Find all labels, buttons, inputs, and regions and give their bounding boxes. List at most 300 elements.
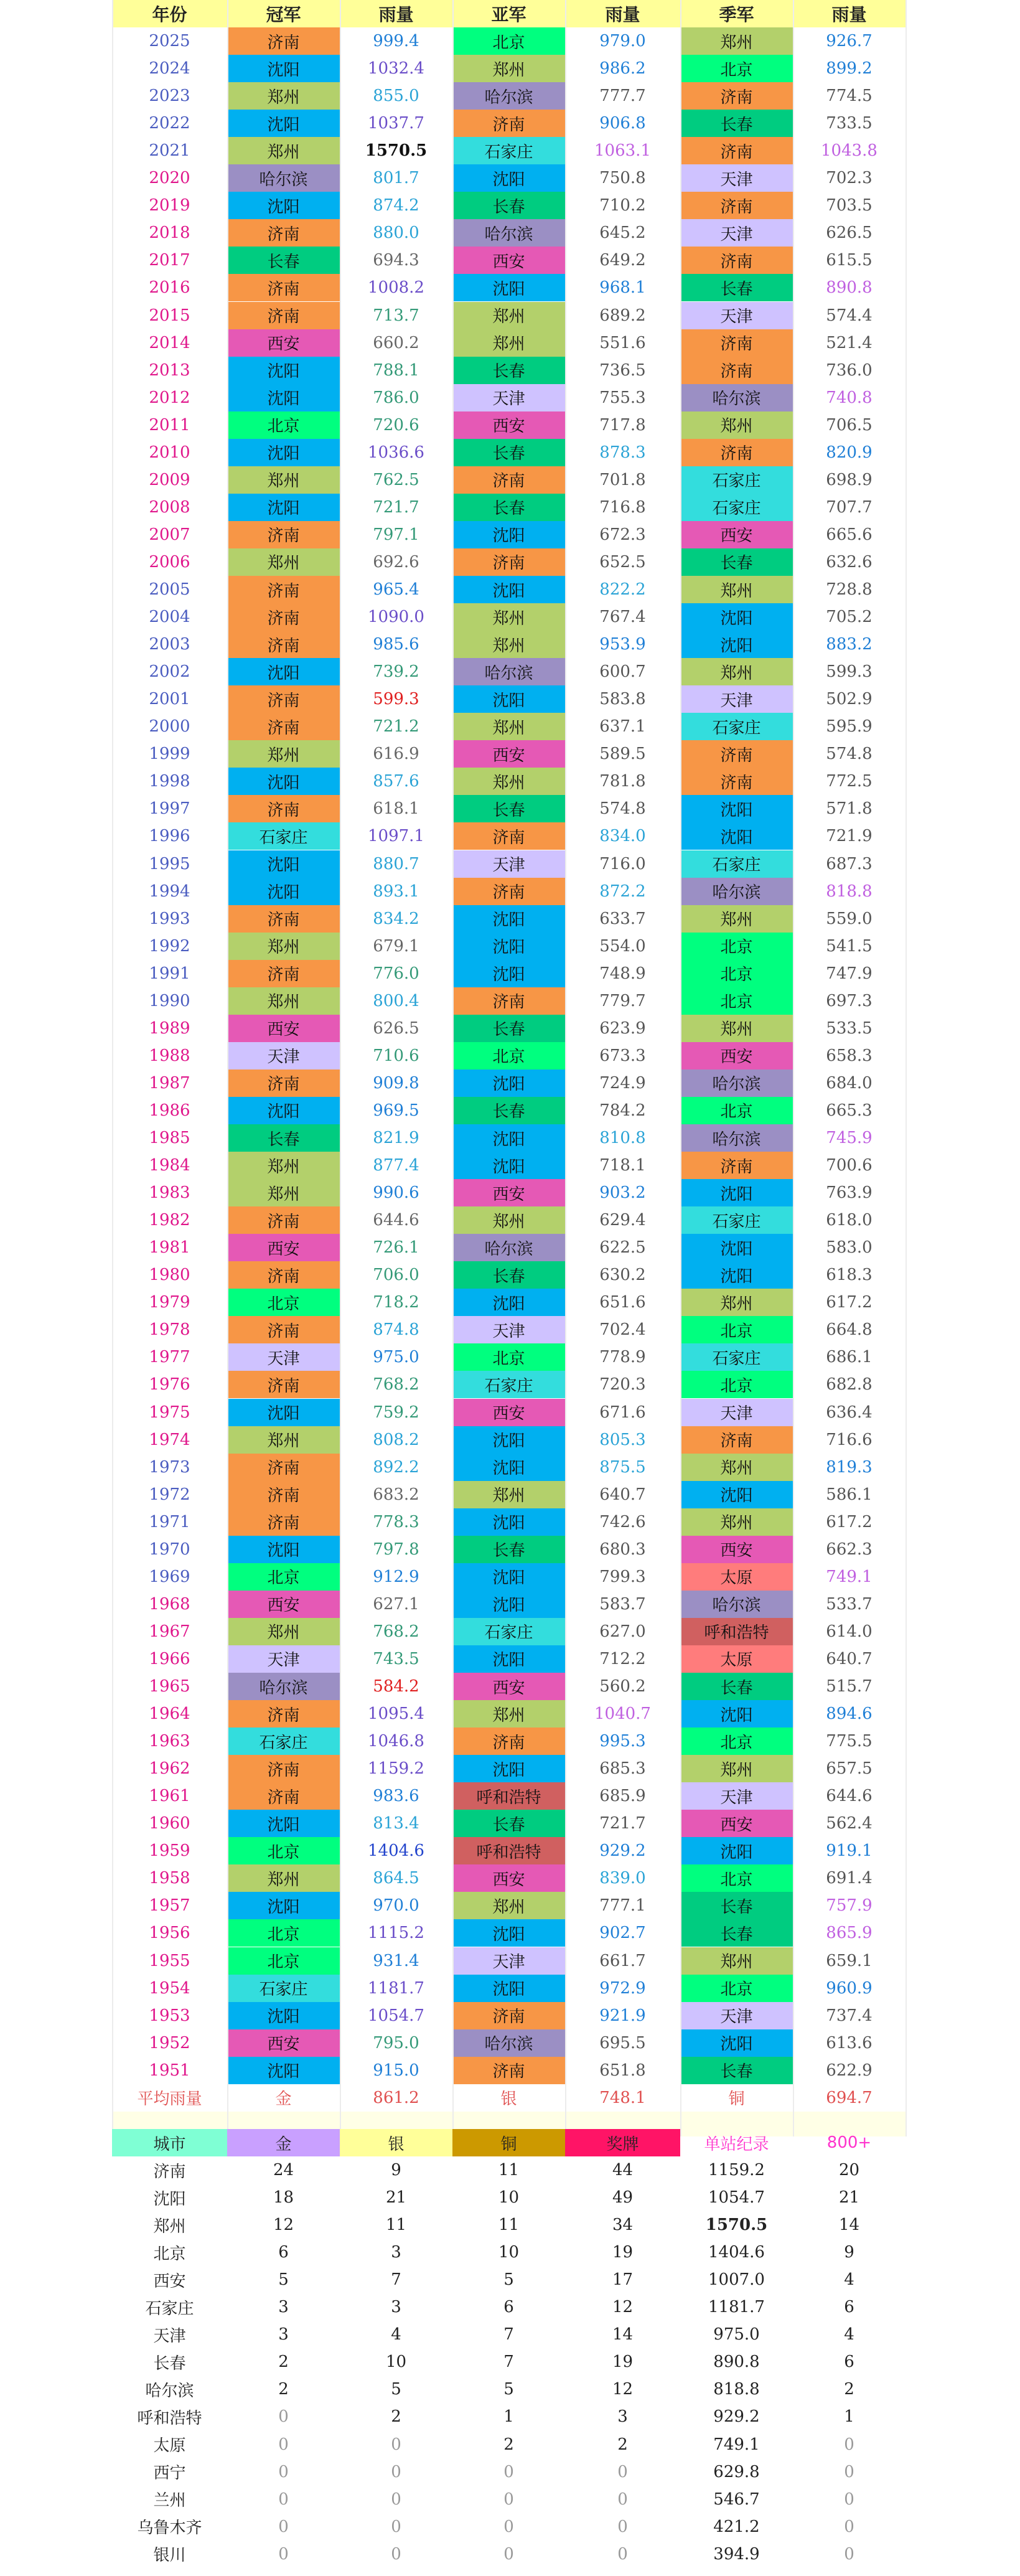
champion-city: 济南 bbox=[227, 795, 340, 822]
champion-rain: 985.6 bbox=[373, 635, 419, 654]
third-city: 长春 bbox=[680, 548, 793, 576]
runner-up-city: 西安 bbox=[452, 411, 565, 439]
runner-up-city: 郑州 bbox=[452, 329, 565, 357]
medal-row bbox=[0, 2541, 1020, 2568]
table-row bbox=[0, 1152, 1020, 1179]
third-city: 北京 bbox=[680, 960, 793, 987]
medal-record: 1181.7 bbox=[708, 2298, 765, 2317]
year-cell: 2007 bbox=[149, 525, 190, 544]
runner-up-city: 济南 bbox=[452, 2057, 565, 2084]
champion-city: 郑州 bbox=[227, 1864, 340, 1892]
medal-bronze-count: 10 bbox=[498, 2188, 520, 2207]
third-rain: 574.4 bbox=[826, 306, 873, 325]
runner-up-city: 沈阳 bbox=[452, 1124, 565, 1152]
third-rain: 705.2 bbox=[826, 608, 873, 627]
third-rain: 613.6 bbox=[826, 2033, 873, 2052]
medal-header-city: 城市 bbox=[112, 2129, 227, 2156]
runner-up-city: 北京 bbox=[452, 27, 565, 55]
champion-city: 济南 bbox=[227, 219, 340, 247]
champion-rain: 1054.7 bbox=[368, 2006, 424, 2025]
year-cell: 1972 bbox=[149, 1485, 190, 1504]
runner-up-rain: 755.3 bbox=[599, 388, 646, 407]
year-cell: 1951 bbox=[149, 2061, 190, 2080]
third-rain: 691.4 bbox=[826, 1869, 873, 1888]
year-cell: 2024 bbox=[149, 59, 190, 78]
table-row bbox=[0, 1124, 1020, 1152]
third-rain: 747.9 bbox=[826, 964, 873, 983]
champion-rain: 1159.2 bbox=[368, 1759, 424, 1779]
champion-city: 西安 bbox=[227, 1015, 340, 1042]
runner-up-city: 北京 bbox=[452, 1042, 565, 1069]
champion-rain: 618.1 bbox=[373, 799, 419, 819]
medal-row bbox=[0, 2184, 1020, 2211]
champion-rain: 801.7 bbox=[373, 169, 419, 188]
table-row bbox=[0, 1508, 1020, 1536]
runner-up-rain: 724.9 bbox=[599, 1073, 646, 1093]
runner-up-rain: 742.6 bbox=[599, 1512, 646, 1531]
champion-rain: 584.2 bbox=[373, 1677, 419, 1696]
third-city: 呼和浩特 bbox=[680, 1618, 793, 1645]
champion-city: 天津 bbox=[227, 1645, 340, 1673]
table-row bbox=[0, 960, 1020, 987]
medal-header bbox=[0, 2129, 1020, 2156]
year-cell: 1978 bbox=[149, 1320, 190, 1340]
medal-record: 818.8 bbox=[713, 2380, 760, 2399]
runner-up-city: 长春 bbox=[452, 795, 565, 822]
medal-record: 629.8 bbox=[713, 2462, 760, 2481]
champion-city: 济南 bbox=[227, 631, 340, 658]
medal-total-count: 0 bbox=[617, 2517, 628, 2536]
third-city: 天津 bbox=[680, 1399, 793, 1426]
champion-rain: 726.1 bbox=[373, 1238, 419, 1257]
runner-up-rain: 623.9 bbox=[599, 1018, 646, 1038]
runner-up-rain: 902.7 bbox=[599, 1924, 646, 1943]
table-row bbox=[0, 685, 1020, 713]
table-row bbox=[0, 1728, 1020, 1755]
third-city: 郑州 bbox=[680, 1947, 793, 1975]
champion-city: 济南 bbox=[227, 1316, 340, 1343]
table-row bbox=[0, 1810, 1020, 1837]
runner-up-city: 长春 bbox=[452, 494, 565, 521]
champion-rain: 813.4 bbox=[373, 1814, 419, 1833]
table-row bbox=[0, 878, 1020, 905]
third-city: 长春 bbox=[680, 1673, 793, 1700]
medal-record: 394.9 bbox=[713, 2544, 760, 2564]
medal-silver-count: 9 bbox=[391, 2161, 401, 2180]
third-city: 郑州 bbox=[680, 576, 793, 603]
runner-up-city: 沈阳 bbox=[452, 1645, 565, 1673]
champion-city: 沈阳 bbox=[227, 357, 340, 384]
medal-city: 济南 bbox=[153, 2162, 186, 2181]
year-cell: 1955 bbox=[149, 1951, 190, 1970]
champion-city: 西安 bbox=[227, 1234, 340, 1261]
third-city: 长春 bbox=[680, 1919, 793, 1947]
medal-silver-count: 0 bbox=[391, 2544, 401, 2564]
medal-header-record: 单站纪录 bbox=[704, 2135, 769, 2154]
third-rain: 919.1 bbox=[826, 1841, 873, 1861]
champion-city: 郑州 bbox=[227, 933, 340, 960]
medal-gold-count: 24 bbox=[273, 2161, 294, 2180]
champion-rain: 599.3 bbox=[373, 690, 419, 709]
medal-city: 西安 bbox=[153, 2272, 186, 2291]
runner-up-rain: 720.3 bbox=[599, 1375, 646, 1394]
table-row bbox=[0, 713, 1020, 740]
champion-rain: 855.0 bbox=[373, 87, 419, 106]
third-rain: 640.7 bbox=[826, 1649, 873, 1668]
medal-silver-count: 5 bbox=[391, 2380, 401, 2399]
third-rain: 665.3 bbox=[826, 1101, 873, 1120]
medal-gold-count: 5 bbox=[278, 2270, 289, 2290]
third-city: 天津 bbox=[680, 685, 793, 713]
champion-rain: 762.5 bbox=[373, 470, 419, 489]
third-city: 沈阳 bbox=[680, 822, 793, 850]
third-rain: 562.4 bbox=[826, 1814, 873, 1833]
champion-rain: 797.1 bbox=[373, 525, 419, 544]
third-city: 天津 bbox=[680, 302, 793, 329]
medal-over800-count: 1 bbox=[844, 2407, 854, 2427]
medal-silver-count: 7 bbox=[391, 2270, 401, 2290]
medal-gold-count: 0 bbox=[278, 2407, 289, 2427]
runner-up-rain: 784.2 bbox=[599, 1101, 646, 1120]
third-rain: 595.9 bbox=[826, 717, 873, 736]
medal-bronze-count: 1 bbox=[503, 2407, 514, 2427]
runner-up-city: 西安 bbox=[452, 1673, 565, 1700]
runner-up-rain: 685.3 bbox=[599, 1759, 646, 1779]
champion-city: 石家庄 bbox=[227, 822, 340, 850]
runner-up-rain: 652.5 bbox=[599, 552, 646, 571]
champion-city: 济南 bbox=[227, 1454, 340, 1481]
medal-gold-count: 18 bbox=[273, 2188, 294, 2207]
third-rain: 702.3 bbox=[826, 169, 873, 188]
champion-city: 沈阳 bbox=[227, 192, 340, 219]
table-row bbox=[0, 658, 1020, 685]
third-city: 天津 bbox=[680, 1782, 793, 1810]
runner-up-city: 郑州 bbox=[452, 302, 565, 329]
runner-up-city: 哈尔滨 bbox=[452, 82, 565, 110]
medal-record: 1007.0 bbox=[708, 2270, 765, 2290]
third-rain: 644.6 bbox=[826, 1787, 873, 1806]
champion-city: 长春 bbox=[227, 247, 340, 274]
year-cell: 1988 bbox=[149, 1046, 190, 1065]
table-row bbox=[0, 987, 1020, 1015]
medal-bronze-count: 2 bbox=[503, 2435, 514, 2454]
table-row bbox=[0, 1591, 1020, 1618]
champion-rain: 768.2 bbox=[373, 1622, 419, 1641]
champion-city: 沈阳 bbox=[227, 768, 340, 795]
table-row bbox=[0, 1837, 1020, 1864]
champion-rain: 776.0 bbox=[373, 964, 419, 983]
table-row bbox=[0, 329, 1020, 357]
champion-rain: 778.3 bbox=[373, 1512, 419, 1531]
runner-up-city: 沈阳 bbox=[452, 960, 565, 987]
grid-line bbox=[452, 0, 454, 2136]
medal-over800-count: 0 bbox=[844, 2517, 854, 2536]
champion-city: 济南 bbox=[227, 27, 340, 55]
medal-city: 呼和浩特 bbox=[137, 2409, 202, 2428]
third-rain: 899.2 bbox=[826, 59, 873, 78]
champion-city: 沈阳 bbox=[227, 55, 340, 82]
runner-up-rain: 986.2 bbox=[599, 59, 646, 78]
third-city: 西安 bbox=[680, 1810, 793, 1837]
champion-rain: 1032.4 bbox=[368, 59, 424, 78]
table-row bbox=[0, 439, 1020, 466]
champion-city: 石家庄 bbox=[227, 1975, 340, 2002]
table-row bbox=[0, 2029, 1020, 2057]
champion-city: 沈阳 bbox=[227, 1536, 340, 1563]
third-rain: 541.5 bbox=[826, 936, 873, 956]
runner-up-city: 沈阳 bbox=[452, 1919, 565, 1947]
champion-rain: 969.5 bbox=[373, 1101, 419, 1120]
third-city: 石家庄 bbox=[680, 1343, 793, 1371]
champion-city: 沈阳 bbox=[227, 494, 340, 521]
champion-rain: 880.7 bbox=[373, 854, 419, 873]
third-city: 济南 bbox=[680, 1152, 793, 1179]
third-city: 济南 bbox=[680, 82, 793, 110]
champion-city: 济南 bbox=[227, 1700, 340, 1728]
champion-city: 沈阳 bbox=[227, 2002, 340, 2029]
third-rain: 559.0 bbox=[826, 909, 873, 928]
medal-header-total: 奖牌 bbox=[565, 2129, 680, 2156]
year-cell: 1991 bbox=[149, 964, 190, 983]
runner-up-rain: 972.9 bbox=[599, 1978, 646, 1998]
runner-up-rain: 968.1 bbox=[599, 278, 646, 298]
table-row bbox=[0, 384, 1020, 411]
medal-row bbox=[0, 2211, 1020, 2239]
medal-row bbox=[0, 2266, 1020, 2293]
champion-city: 西安 bbox=[227, 329, 340, 357]
champion-rain: 683.2 bbox=[373, 1485, 419, 1504]
champion-rain: 880.0 bbox=[373, 223, 419, 243]
champion-city: 郑州 bbox=[227, 740, 340, 768]
year-cell: 1979 bbox=[149, 1293, 190, 1312]
third-city: 郑州 bbox=[680, 1289, 793, 1316]
champion-rain: 975.0 bbox=[373, 1348, 419, 1367]
runner-up-city: 济南 bbox=[452, 987, 565, 1015]
runner-up-city: 哈尔滨 bbox=[452, 1234, 565, 1261]
year-cell: 1959 bbox=[149, 1841, 190, 1861]
grid-line bbox=[227, 0, 228, 2136]
runner-up-city: 哈尔滨 bbox=[452, 658, 565, 685]
runner-up-rain: 718.1 bbox=[599, 1156, 646, 1175]
grid-line bbox=[680, 0, 681, 2136]
runner-up-city: 郑州 bbox=[452, 603, 565, 631]
medal-gold-count: 0 bbox=[278, 2489, 289, 2509]
year-cell: 2006 bbox=[149, 552, 190, 571]
medal-record: 890.8 bbox=[713, 2353, 760, 2372]
runner-up-city: 郑州 bbox=[452, 55, 565, 82]
year-cell: 1953 bbox=[149, 2006, 190, 2025]
third-city: 北京 bbox=[680, 55, 793, 82]
runner-up-rain: 822.2 bbox=[599, 580, 646, 599]
runner-up-rain: 953.9 bbox=[599, 635, 646, 654]
table-row bbox=[0, 219, 1020, 247]
champion-rain: 1008.2 bbox=[368, 278, 424, 298]
champion-rain: 999.4 bbox=[373, 32, 419, 51]
table-row bbox=[0, 822, 1020, 850]
year-cell: 1993 bbox=[149, 909, 190, 928]
champion-city: 长春 bbox=[227, 1124, 340, 1152]
third-city: 西安 bbox=[680, 1042, 793, 1069]
medal-total-count: 2 bbox=[617, 2435, 628, 2454]
third-rain: 574.8 bbox=[826, 745, 873, 764]
champion-city: 郑州 bbox=[227, 548, 340, 576]
runner-up-rain: 671.6 bbox=[599, 1403, 646, 1422]
champion-rain: 893.1 bbox=[373, 881, 419, 901]
third-city: 天津 bbox=[680, 219, 793, 247]
header-rain-champion: 雨量 bbox=[340, 0, 452, 27]
champion-city: 沈阳 bbox=[227, 110, 340, 137]
third-rain: 659.1 bbox=[826, 1951, 873, 1970]
runner-up-rain: 810.8 bbox=[599, 1129, 646, 1148]
runner-up-city: 沈阳 bbox=[452, 905, 565, 933]
champion-rain: 909.8 bbox=[373, 1073, 419, 1093]
champion-city: 济南 bbox=[227, 905, 340, 933]
year-cell: 1984 bbox=[149, 1156, 190, 1175]
runner-up-rain: 736.5 bbox=[599, 360, 646, 380]
medal-record: 1159.2 bbox=[708, 2161, 765, 2180]
runner-up-rain: 627.0 bbox=[599, 1622, 646, 1641]
medal-row bbox=[0, 2348, 1020, 2376]
third-rain: 684.0 bbox=[826, 1073, 873, 1093]
year-cell: 1992 bbox=[149, 936, 190, 956]
average-gold-label: 金 bbox=[275, 2090, 292, 2109]
runner-up-rain: 622.5 bbox=[599, 1238, 646, 1257]
third-city: 沈阳 bbox=[680, 603, 793, 631]
year-cell: 1964 bbox=[149, 1704, 190, 1724]
table-row bbox=[0, 548, 1020, 576]
grid-line bbox=[793, 0, 794, 2136]
year-cell: 2004 bbox=[149, 608, 190, 627]
champion-rain: 808.2 bbox=[373, 1430, 419, 1449]
champion-city: 沈阳 bbox=[227, 658, 340, 685]
runner-up-city: 沈阳 bbox=[452, 274, 565, 301]
runner-up-city: 济南 bbox=[452, 466, 565, 494]
table-row bbox=[0, 1179, 1020, 1206]
medal-bronze-count: 11 bbox=[498, 2216, 520, 2235]
table-row bbox=[0, 137, 1020, 164]
medal-row bbox=[0, 2486, 1020, 2513]
runner-up-city: 天津 bbox=[452, 1316, 565, 1343]
third-rain: 682.8 bbox=[826, 1375, 873, 1394]
year-cell: 2008 bbox=[149, 497, 190, 517]
third-city: 济南 bbox=[680, 740, 793, 768]
champion-rain: 1037.7 bbox=[368, 114, 424, 133]
table-row bbox=[0, 1042, 1020, 1069]
table-row bbox=[0, 1975, 1020, 2002]
runner-up-rain: 903.2 bbox=[599, 1183, 646, 1203]
medal-header-bronze: 铜 bbox=[452, 2129, 565, 2156]
champion-city: 北京 bbox=[227, 1919, 340, 1947]
table-row bbox=[0, 1700, 1020, 1728]
year-cell: 1996 bbox=[149, 827, 190, 846]
runner-up-city: 沈阳 bbox=[452, 164, 565, 192]
third-city: 沈阳 bbox=[680, 1837, 793, 1864]
third-rain: 757.9 bbox=[826, 1896, 873, 1916]
runner-up-rain: 695.5 bbox=[599, 2033, 646, 2052]
third-city: 哈尔滨 bbox=[680, 1124, 793, 1152]
runner-up-rain: 799.3 bbox=[599, 1567, 646, 1586]
year-cell: 1952 bbox=[149, 2033, 190, 2052]
medal-row bbox=[0, 2293, 1020, 2321]
medal-bronze-count: 5 bbox=[503, 2270, 514, 2290]
champion-rain: 694.3 bbox=[373, 251, 419, 270]
year-cell: 1962 bbox=[149, 1759, 190, 1779]
year-cell: 2005 bbox=[149, 580, 190, 599]
table-row bbox=[0, 1536, 1020, 1563]
table-row bbox=[0, 603, 1020, 631]
runner-up-rain: 649.2 bbox=[599, 251, 646, 270]
medal-row bbox=[0, 2431, 1020, 2458]
champion-rain: 627.1 bbox=[373, 1594, 419, 1614]
third-city: 沈阳 bbox=[680, 631, 793, 658]
champion-rain: 1404.6 bbox=[368, 1841, 424, 1861]
table-row bbox=[0, 1481, 1020, 1508]
table-row bbox=[0, 247, 1020, 274]
medal-gold-count: 0 bbox=[278, 2544, 289, 2564]
header-champion: 冠军 bbox=[227, 0, 340, 27]
champion-city: 沈阳 bbox=[227, 439, 340, 466]
runner-up-rain: 701.8 bbox=[599, 470, 646, 489]
champion-rain: 834.2 bbox=[373, 909, 419, 928]
year-cell: 2011 bbox=[149, 415, 190, 435]
medal-over800-count: 0 bbox=[844, 2435, 854, 2454]
table-row bbox=[0, 795, 1020, 822]
third-city: 沈阳 bbox=[680, 1234, 793, 1261]
champion-rain: 768.2 bbox=[373, 1375, 419, 1394]
medal-city: 郑州 bbox=[153, 2217, 186, 2236]
third-city: 济南 bbox=[680, 357, 793, 384]
runner-up-rain: 717.8 bbox=[599, 415, 646, 435]
medal-silver-count: 0 bbox=[391, 2435, 401, 2454]
table-row bbox=[0, 192, 1020, 219]
third-rain: 733.5 bbox=[826, 114, 873, 133]
runner-up-city: 长春 bbox=[452, 1810, 565, 1837]
runner-up-rain: 781.8 bbox=[599, 772, 646, 791]
champion-rain: 786.0 bbox=[373, 388, 419, 407]
champion-city: 郑州 bbox=[227, 987, 340, 1015]
third-rain: 820.9 bbox=[826, 443, 873, 462]
runner-up-city: 沈阳 bbox=[452, 1426, 565, 1454]
runner-up-rain: 834.0 bbox=[599, 827, 646, 846]
third-rain: 740.8 bbox=[826, 388, 873, 407]
header-year: 年份 bbox=[112, 0, 227, 27]
medal-bronze-count: 7 bbox=[503, 2325, 514, 2344]
runner-up-city: 郑州 bbox=[452, 1481, 565, 1508]
medal-over800-count: 6 bbox=[844, 2298, 854, 2317]
third-rain: 622.9 bbox=[826, 2061, 873, 2080]
runner-up-rain: 929.2 bbox=[599, 1841, 646, 1861]
champion-city: 济南 bbox=[227, 302, 340, 329]
year-cell: 2023 bbox=[149, 87, 190, 106]
champion-rain: 743.5 bbox=[373, 1649, 419, 1668]
champion-rain: 788.1 bbox=[373, 360, 419, 380]
champion-rain: 706.0 bbox=[373, 1266, 419, 1285]
runner-up-rain: 583.8 bbox=[599, 690, 646, 709]
champion-city: 济南 bbox=[227, 521, 340, 548]
runner-up-city: 济南 bbox=[452, 822, 565, 850]
table-row bbox=[0, 1343, 1020, 1371]
table-row bbox=[0, 1892, 1020, 1919]
medal-over800-count: 20 bbox=[838, 2161, 860, 2180]
medal-row bbox=[0, 2458, 1020, 2486]
third-rain: 533.5 bbox=[826, 1018, 873, 1038]
runner-up-city: 济南 bbox=[452, 878, 565, 905]
runner-up-rain: 637.1 bbox=[599, 717, 646, 736]
runner-up-rain: 878.3 bbox=[599, 443, 646, 462]
third-city: 天津 bbox=[680, 2002, 793, 2029]
third-rain: 617.2 bbox=[826, 1293, 873, 1312]
runner-up-rain: 712.2 bbox=[599, 1649, 646, 1668]
